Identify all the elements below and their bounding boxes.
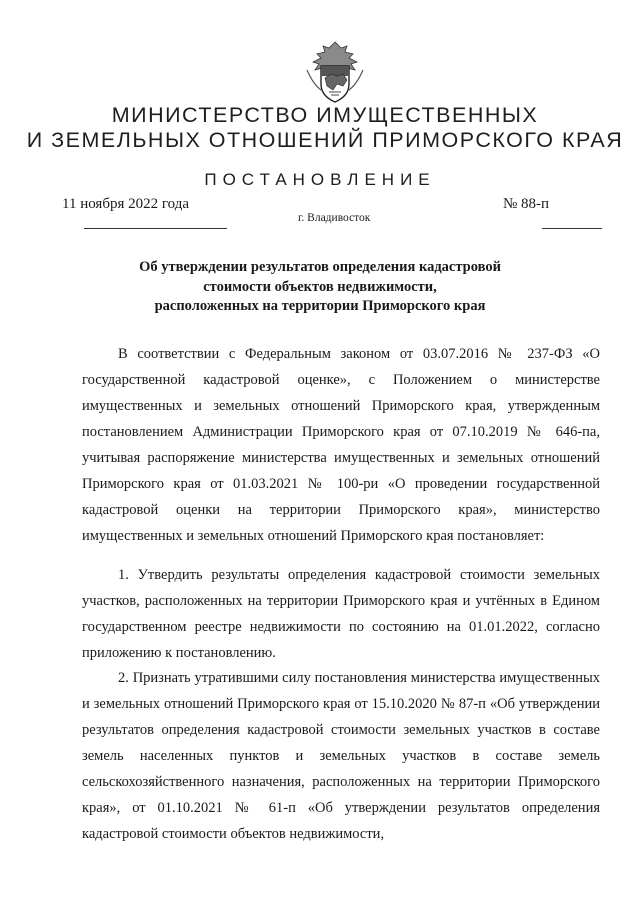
number-underline	[542, 228, 602, 229]
coat-of-arms-icon	[303, 40, 367, 104]
document-number: № 88-п	[503, 196, 550, 212]
title-line3: расположенных на территории Приморского края	[154, 298, 486, 314]
date-underline	[84, 228, 227, 229]
document-title	[60, 258, 580, 317]
clause-2-paragraph	[82, 665, 600, 847]
ministry-name-line2: И ЗЕМЕЛЬНЫХ ОТНОШЕНИЙ ПРИМОРСКОГО КРАЯ	[26, 128, 624, 152]
document-date: 11 ноября 2022 года	[62, 196, 190, 212]
document-type: ПОСТАНОВЛЕНИЕ	[204, 170, 436, 189]
paragraph-text: 1. Утвердить результаты определения кадастровой стоимости земельных участков, расположенных на территории Приморского края и учтённых в Едином государственном реестре недвижимости по состоянию на 01.01.2022, согласно приложению к постановлению.	[82, 567, 600, 661]
ministry-name-line1: МИНИСТЕРСТВО ИМУЩЕСТВЕННЫХ	[111, 103, 539, 127]
paragraph-text: 2. Признать утратившими силу постановления министерства имущественных и земельных отношений Приморского края от 15.10.2020 № 87-п «Об утверждении результатов определения кадастровой стоимости земельных участков в составе земель населенных пунктов и земельных участков в составе земель сельскохозяйственного назначения, расположенных на территории Приморского края», от 01.10.2021 № 61-п «Об утверждении результатов определения кадастровой стоимости объектов недвижимости,	[82, 670, 600, 842]
title-line2: стоимости объектов недвижимости,	[203, 278, 437, 295]
document-city: г. Владивосток	[298, 212, 371, 224]
preamble-paragraph	[82, 341, 600, 549]
title-line1: Об утверждении результатов определения кадастровой	[139, 259, 501, 275]
clause-1-paragraph	[82, 562, 600, 666]
paragraph-text: В соответствии с Федеральным законом от 03.07.2016 № 237-ФЗ «О государственной кадастровой оценке», с Положением о министерстве имущественных и земельных отношений Приморского края, утвержденным постановлением Администрации Приморского края от 07.10.2019 № 646-па, учитывая распоряжение министерства имущественных и земельных отношений Приморского края от 01.03.2021 № 100-ри «О проведении государственной кадастровой оценки на территории Приморского края», министерство имущественных и земельных отношений Приморского края постановляет:	[82, 346, 600, 544]
